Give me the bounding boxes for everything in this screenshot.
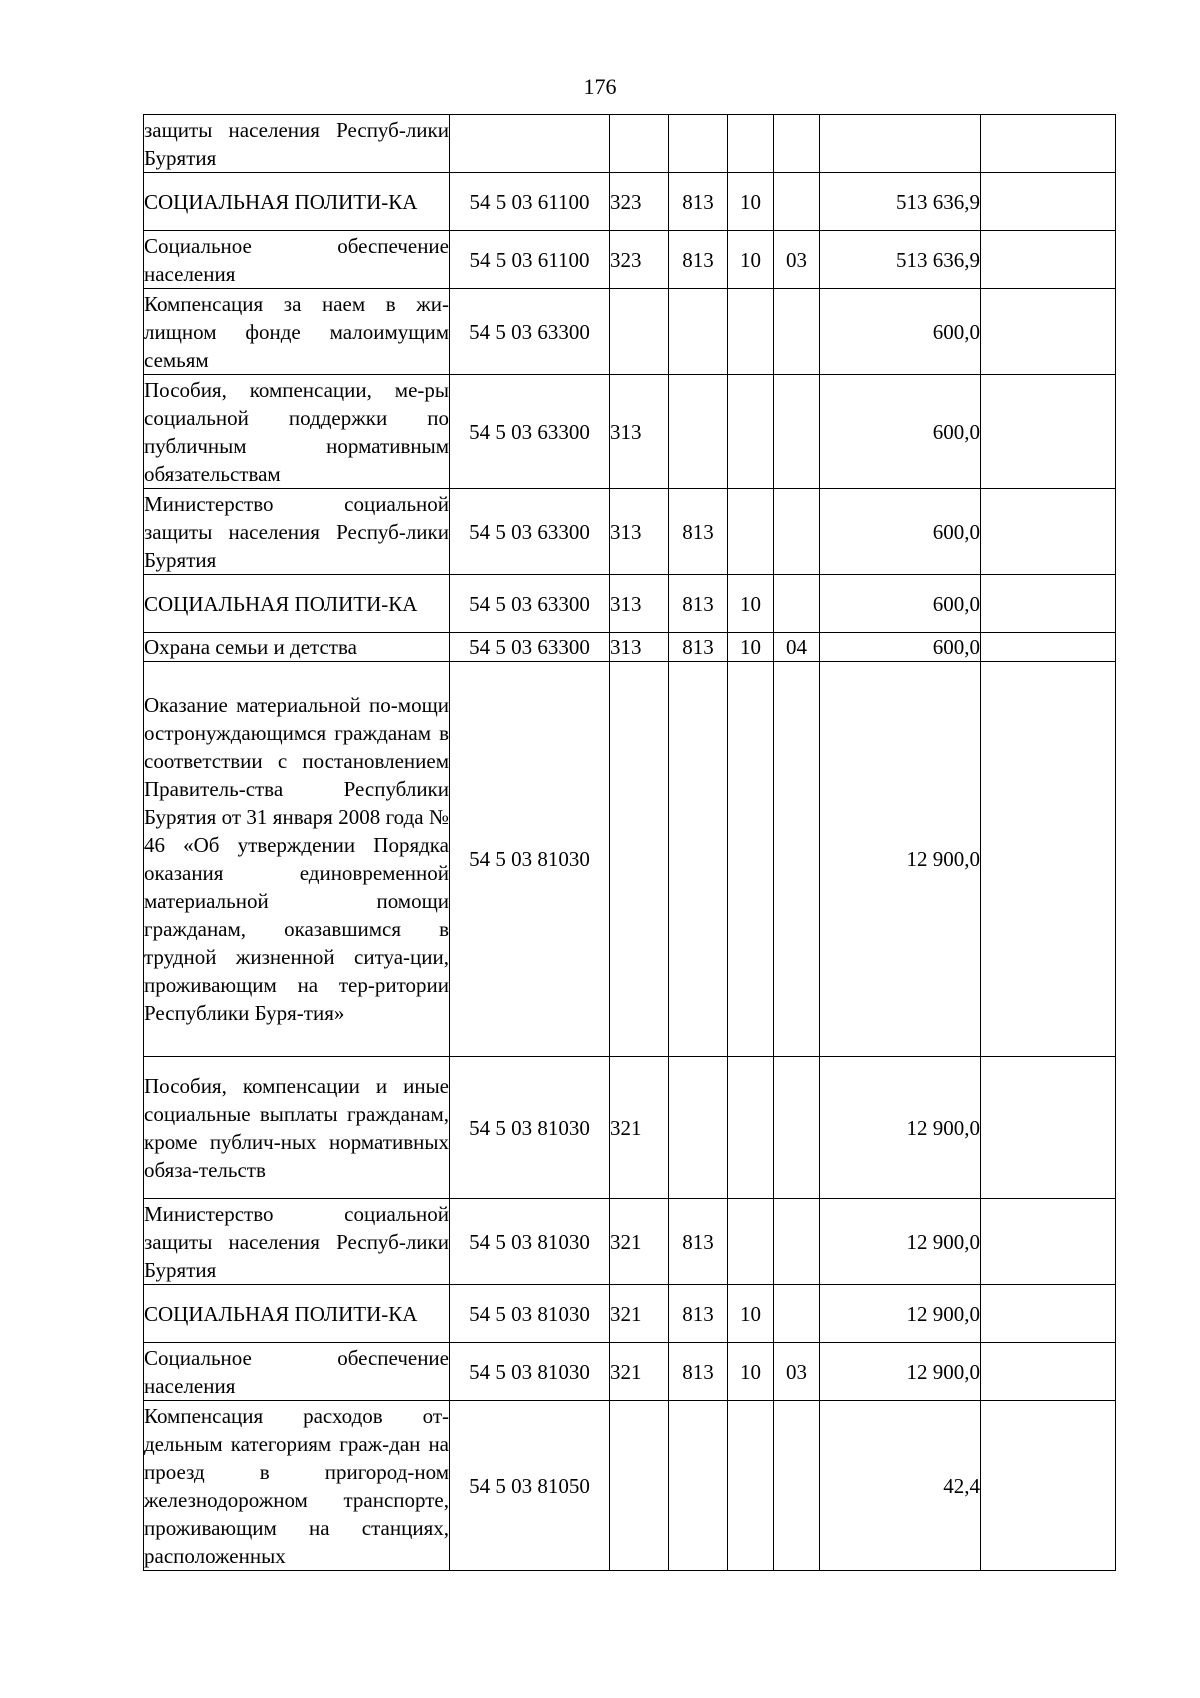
- cell-administrator: 813: [669, 1343, 728, 1401]
- cell-administrator: [669, 662, 728, 1057]
- cell-empty: [981, 1285, 1116, 1343]
- cell-name: СОЦИАЛЬНАЯ ПОЛИТИ-КА: [144, 173, 450, 231]
- cell-subsection: [774, 375, 820, 489]
- cell-section: 10: [728, 633, 774, 662]
- table-row: [144, 489, 1116, 575]
- cell-target-article: 54 5 03 61100: [450, 231, 610, 289]
- cell-section: [728, 489, 774, 575]
- cell-target-article: 54 5 03 63300: [450, 575, 610, 633]
- cell-empty: [981, 1199, 1116, 1285]
- cell-subsection: [774, 575, 820, 633]
- cell-section: 10: [728, 1285, 774, 1343]
- cell-section: 10: [728, 1343, 774, 1401]
- cell-expense-type: 321: [610, 1285, 669, 1343]
- table-row: [144, 1401, 1116, 1571]
- cell-target-article: 54 5 03 63300: [450, 633, 610, 662]
- cell-target-article: 54 5 03 63300: [450, 489, 610, 575]
- table-row: [144, 662, 1116, 1057]
- cell-amount: 513 636,9: [820, 173, 981, 231]
- cell-amount: 12 900,0: [820, 662, 981, 1057]
- cell-section: 10: [728, 575, 774, 633]
- budget-table: [143, 114, 1116, 1571]
- cell-administrator: [669, 115, 728, 173]
- cell-subsection: [774, 1057, 820, 1199]
- cell-target-article: 54 5 03 63300: [450, 289, 610, 375]
- cell-expense-type: 321: [610, 1199, 669, 1285]
- cell-empty: [981, 575, 1116, 633]
- cell-empty: [981, 115, 1116, 173]
- cell-expense-type: [610, 289, 669, 375]
- table-row: [144, 633, 1116, 662]
- cell-empty: [981, 1401, 1116, 1571]
- cell-name: Министерство социальной защиты населения Респуб-лики Бурятия: [144, 1199, 450, 1285]
- cell-target-article: 54 5 03 63300: [450, 375, 610, 489]
- cell-name: Социальное обеспечение населения: [144, 1343, 450, 1401]
- cell-expense-type: 313: [610, 633, 669, 662]
- cell-administrator: 813: [669, 1199, 728, 1285]
- cell-amount: 42,4: [820, 1401, 981, 1571]
- cell-expense-type: 313: [610, 489, 669, 575]
- cell-empty: [981, 231, 1116, 289]
- cell-target-article: 54 5 03 81050: [450, 1401, 610, 1571]
- cell-section: [728, 662, 774, 1057]
- cell-amount: 600,0: [820, 489, 981, 575]
- cell-amount: 600,0: [820, 375, 981, 489]
- cell-expense-type: 323: [610, 173, 669, 231]
- cell-administrator: 813: [669, 575, 728, 633]
- cell-subsection: [774, 662, 820, 1057]
- cell-name: Компенсация за наем в жи-лищном фонде малоимущим семьям: [144, 289, 450, 375]
- cell-name: Министерство социальной защиты населения Респуб-лики Бурятия: [144, 489, 450, 575]
- cell-empty: [981, 633, 1116, 662]
- cell-empty: [981, 662, 1116, 1057]
- cell-amount: 12 900,0: [820, 1285, 981, 1343]
- cell-subsection: [774, 115, 820, 173]
- cell-section: 10: [728, 231, 774, 289]
- cell-subsection: [774, 1401, 820, 1571]
- cell-amount: 600,0: [820, 289, 981, 375]
- cell-amount: 12 900,0: [820, 1199, 981, 1285]
- cell-section: [728, 1057, 774, 1199]
- cell-name: СОЦИАЛЬНАЯ ПОЛИТИ-КА: [144, 575, 450, 633]
- cell-administrator: [669, 289, 728, 375]
- cell-target-article: 54 5 03 61100: [450, 173, 610, 231]
- page-number: 176: [583, 74, 617, 99]
- cell-amount: 600,0: [820, 575, 981, 633]
- cell-administrator: [669, 1057, 728, 1199]
- cell-empty: [981, 1057, 1116, 1199]
- cell-amount: 600,0: [820, 633, 981, 662]
- cell-administrator: 813: [669, 173, 728, 231]
- cell-amount: 513 636,9: [820, 231, 981, 289]
- cell-subsection: [774, 173, 820, 231]
- cell-name: Компенсация расходов от-дельным категориям граж-дан на проезд в пригород-ном железнодорожном транспорте, проживающим на станциях, расположенных: [144, 1401, 450, 1571]
- cell-section: [728, 289, 774, 375]
- cell-expense-type: 313: [610, 375, 669, 489]
- cell-section: [728, 1199, 774, 1285]
- cell-subsection: [774, 489, 820, 575]
- cell-empty: [981, 173, 1116, 231]
- cell-target-article: 54 5 03 81030: [450, 1285, 610, 1343]
- cell-section: [728, 1401, 774, 1571]
- cell-target-article: 54 5 03 81030: [450, 1199, 610, 1285]
- cell-empty: [981, 375, 1116, 489]
- cell-name: Пособия, компенсации, ме-ры социальной поддержки по публичным нормативным обязательствам: [144, 375, 450, 489]
- cell-target-article: 54 5 03 81030: [450, 1343, 610, 1401]
- table-row: [144, 1343, 1116, 1401]
- table-row: [144, 289, 1116, 375]
- cell-name: Пособия, компенсации и иные социальные выплаты гражданам, кроме публич-ных нормативных обяза-тельств: [144, 1057, 450, 1199]
- cell-name: Охрана семьи и детства: [144, 633, 450, 662]
- cell-expense-type: 313: [610, 575, 669, 633]
- cell-expense-type: 321: [610, 1343, 669, 1401]
- cell-name: СОЦИАЛЬНАЯ ПОЛИТИ-КА: [144, 1285, 450, 1343]
- cell-administrator: 813: [669, 633, 728, 662]
- cell-expense-type: 321: [610, 1057, 669, 1199]
- cell-empty: [981, 489, 1116, 575]
- cell-subsection: 03: [774, 231, 820, 289]
- table-row: [144, 115, 1116, 173]
- table-row: [144, 1285, 1116, 1343]
- cell-administrator: 813: [669, 489, 728, 575]
- cell-name: Оказание материальной по-мощи остронуждающимся гражданам в соответствии с постановлением Правитель-ства Республики Бурятия от 31 января 2008 года № 46 «Об утверждении Порядка оказания единовременной материальной помощи гражданам, оказавшимся в трудной жизненной ситуа-ции, проживающим на тер-ритории Республики Буря-тия»: [144, 662, 450, 1057]
- table-row: [144, 1057, 1116, 1199]
- cell-empty: [981, 289, 1116, 375]
- cell-administrator: [669, 1401, 728, 1571]
- cell-amount: 12 900,0: [820, 1343, 981, 1401]
- cell-expense-type: [610, 662, 669, 1057]
- cell-subsection: [774, 289, 820, 375]
- cell-subsection: [774, 1285, 820, 1343]
- cell-expense-type: 323: [610, 231, 669, 289]
- cell-name: защиты населения Респуб-лики Бурятия: [144, 115, 450, 173]
- cell-section: [728, 375, 774, 489]
- cell-subsection: 03: [774, 1343, 820, 1401]
- cell-amount: [820, 115, 981, 173]
- table-row: [144, 231, 1116, 289]
- cell-section: 10: [728, 173, 774, 231]
- cell-name: Социальное обеспечение населения: [144, 231, 450, 289]
- cell-target-article: 54 5 03 81030: [450, 1057, 610, 1199]
- cell-expense-type: [610, 1401, 669, 1571]
- cell-empty: [981, 1343, 1116, 1401]
- cell-expense-type: [610, 115, 669, 173]
- cell-target-article: 54 5 03 81030: [450, 662, 610, 1057]
- cell-administrator: 813: [669, 231, 728, 289]
- cell-administrator: [669, 375, 728, 489]
- cell-subsection: [774, 1199, 820, 1285]
- cell-section: [728, 115, 774, 173]
- cell-administrator: 813: [669, 1285, 728, 1343]
- table-row: [144, 375, 1116, 489]
- table-row: [144, 1199, 1116, 1285]
- cell-subsection: 04: [774, 633, 820, 662]
- table-row: [144, 575, 1116, 633]
- cell-target-article: [450, 115, 610, 173]
- cell-amount: 12 900,0: [820, 1057, 981, 1199]
- table-row: [144, 173, 1116, 231]
